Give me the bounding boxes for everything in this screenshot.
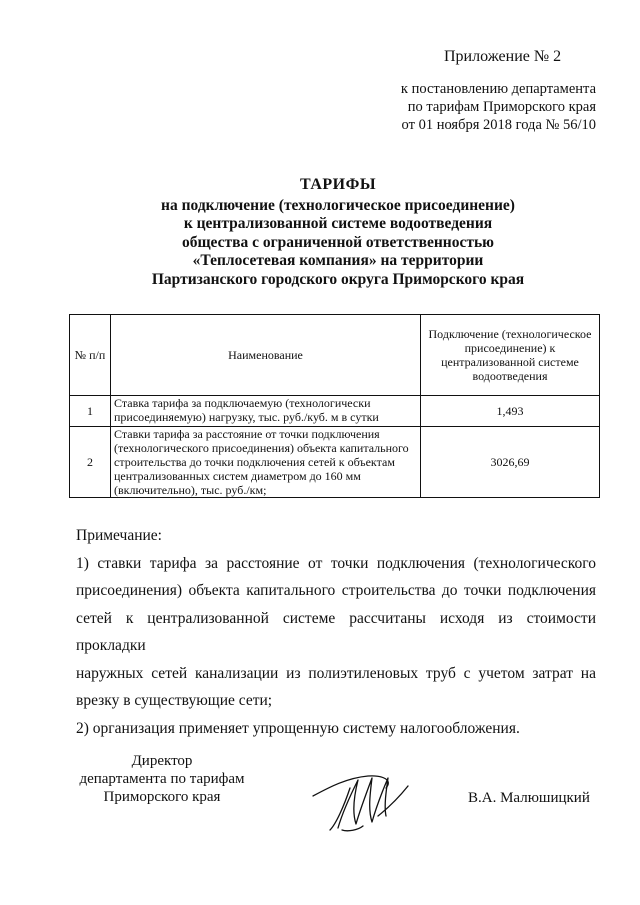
row-number: 2: [70, 427, 111, 498]
row-number: 1: [70, 396, 111, 427]
document-title: [0, 176, 640, 289]
appendix-ref-line: к постановлению департамента: [400, 81, 596, 97]
table-header-row: [70, 315, 600, 396]
position-line: Директор: [131, 753, 193, 769]
appendix-ref-line: по тарифам Приморского края: [407, 99, 596, 115]
tariff-table: [69, 314, 600, 498]
row-value: 1,493: [421, 396, 600, 427]
position-line: департамента по тарифам: [79, 771, 245, 787]
row-name: Ставка тарифа за подключаемую (технологически присоединяемую) нагрузку, тыс. руб./куб. м в сутки: [111, 396, 421, 427]
header-value: Подключение (технологическое присоединение) к централизованной системе водоотведения: [421, 315, 600, 396]
title-line: на подключение (технологическое присоединение): [161, 196, 515, 214]
note-line: присоединения) объекта капитального строительства до точки подключения: [76, 582, 596, 599]
header-name: Наименование: [111, 315, 421, 396]
table-row: [70, 427, 600, 498]
title-line: общества с ограниченной ответственностью: [181, 233, 495, 251]
signature-scribble: [308, 766, 418, 836]
row-value: 3026,69: [421, 427, 600, 498]
title-main: ТАРИФЫ: [299, 176, 377, 193]
appendix-title: Приложение № 2: [444, 48, 562, 65]
title-line: «Теплосетевая компания» на территории: [192, 252, 484, 269]
note-line: наружных сетей канализации из полиэтиленовых труб с учетом затрат на: [76, 664, 596, 682]
table-row: [70, 396, 600, 427]
note-item: 2) организация применяет упрощенную систему налогообложения.: [76, 719, 520, 737]
title-line: к централизованной системе водоотведения: [183, 215, 493, 232]
note-line: врезку в существующие сети;: [76, 692, 273, 709]
handwritten-signature: [308, 766, 418, 841]
signatory-position: [62, 752, 262, 806]
appendix-reference: [380, 80, 596, 134]
note-line: 1) ставки тарифа за расстояние от точки подключения (технологического: [76, 554, 596, 572]
row-name: Ставки тарифа за расстояние от точки подключения (технологического присоединения) объекта капитального строительства до точки подключения сетей к объектам централизованных систем диаметром до 160 мм (включительно), тыс. руб./км;: [111, 427, 421, 498]
position-line: Приморского края: [103, 789, 221, 805]
signatory-name: В.А. Малюшицкий: [468, 790, 590, 806]
notes-heading: Примечание:: [76, 527, 162, 544]
header-number: № п/п: [70, 315, 111, 396]
notes-section: [76, 522, 596, 742]
title-line: Партизанского городского округа Приморского края: [151, 270, 525, 288]
note-line: сетей к централизованной системе рассчитаны исходя из стоимости прокладки: [76, 609, 596, 654]
appendix-ref-line: от 01 ноября 2018 года № 56/10: [401, 117, 596, 133]
